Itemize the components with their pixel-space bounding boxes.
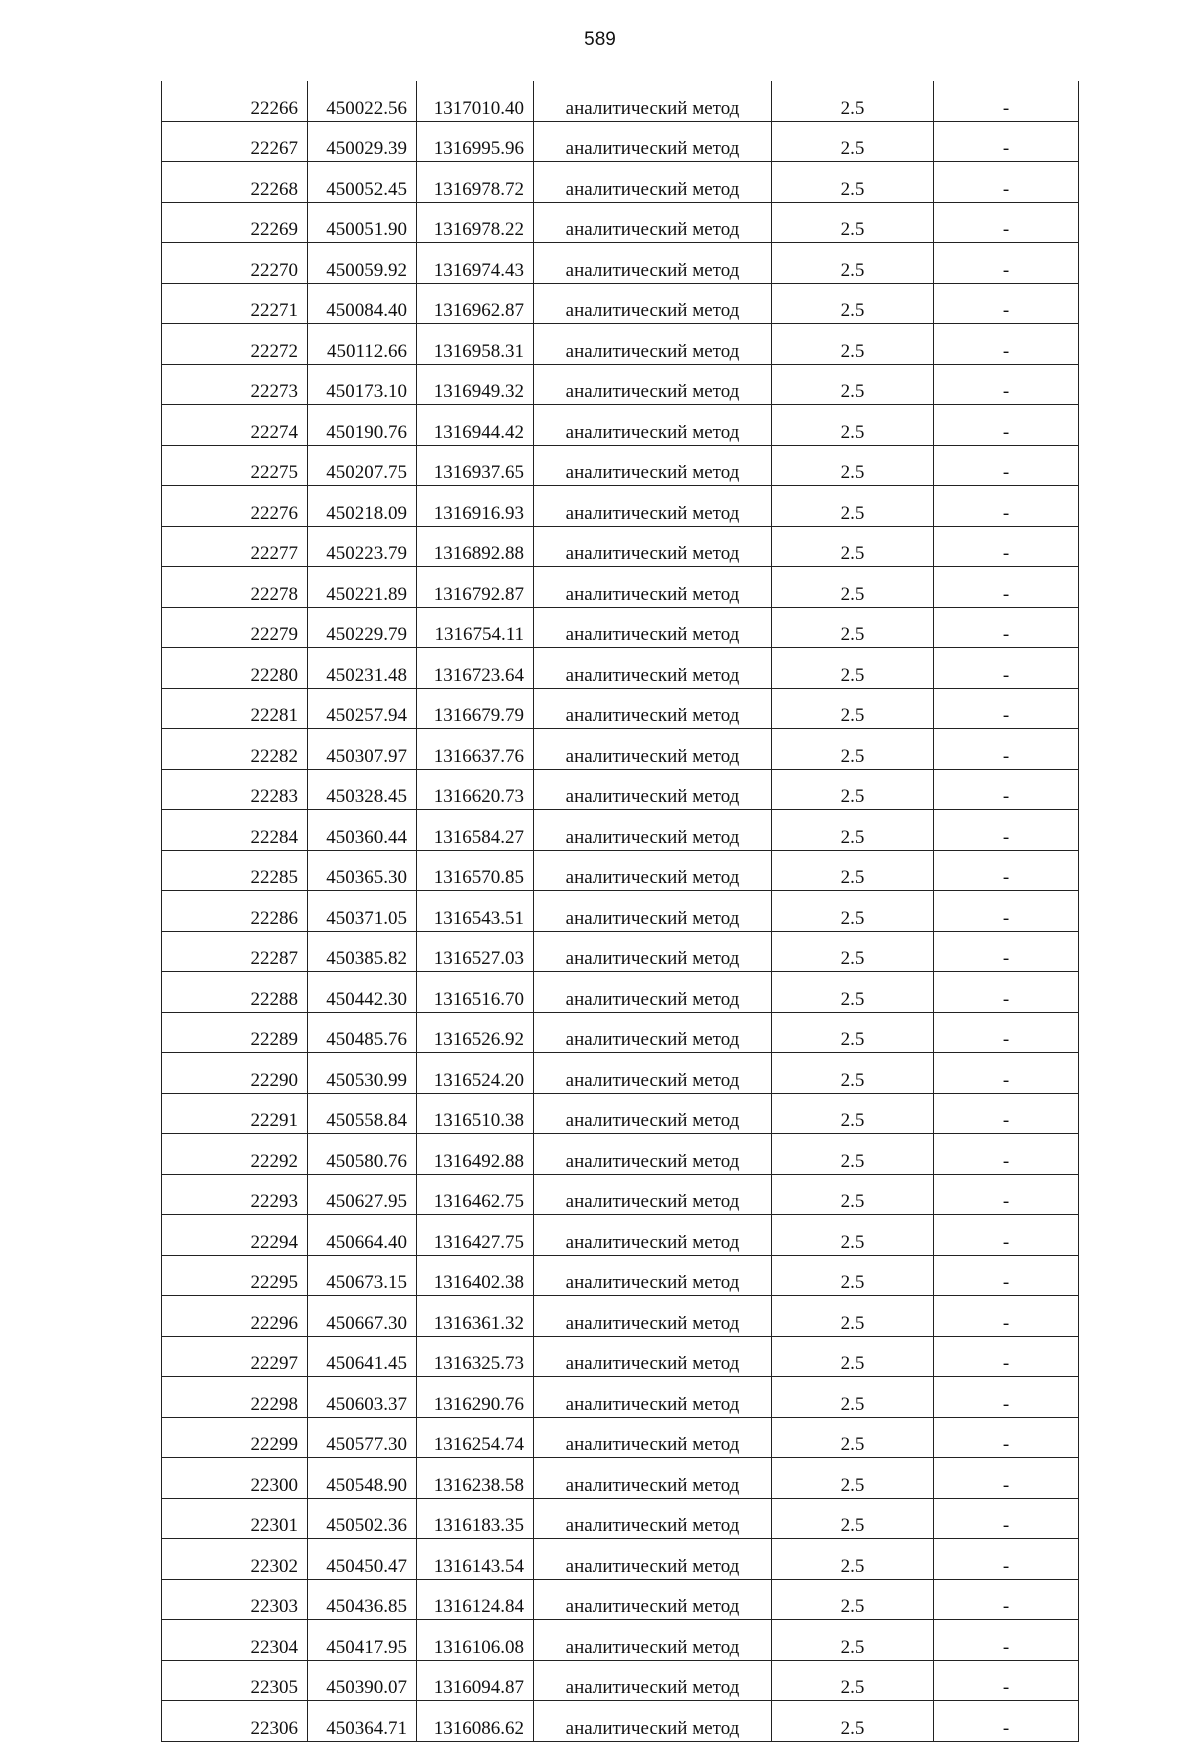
point-number-cell: 22273 [162, 364, 308, 405]
point-number-cell: 22304 [162, 1620, 308, 1661]
x-coordinate-cell: 450558.84 [308, 1093, 417, 1134]
note-cell: - [934, 202, 1079, 243]
note-cell: - [934, 850, 1079, 891]
method-cell: аналитический метод [534, 121, 772, 162]
note-cell: - [934, 1377, 1079, 1418]
x-coordinate-cell: 450173.10 [308, 364, 417, 405]
note-cell: - [934, 1053, 1079, 1094]
y-coordinate-cell: 1317010.40 [417, 81, 534, 121]
x-coordinate-cell: 450417.95 [308, 1620, 417, 1661]
point-number-cell: 22305 [162, 1660, 308, 1701]
x-coordinate-cell: 450112.66 [308, 324, 417, 365]
y-coordinate-cell: 1316402.38 [417, 1255, 534, 1296]
y-coordinate-cell: 1316238.58 [417, 1458, 534, 1499]
note-cell: - [934, 1660, 1079, 1701]
note-cell: - [934, 324, 1079, 365]
table-row [162, 1012, 1079, 1053]
note-cell: - [934, 931, 1079, 972]
table-row [162, 1053, 1079, 1094]
point-number-cell: 22298 [162, 1377, 308, 1418]
method-cell: аналитический метод [534, 810, 772, 851]
point-number-cell: 22275 [162, 445, 308, 486]
point-number-cell: 22284 [162, 810, 308, 851]
accuracy-cell: 2.5 [772, 810, 934, 851]
method-cell: аналитический метод [534, 1620, 772, 1661]
point-number-cell: 22268 [162, 162, 308, 203]
method-cell: аналитический метод [534, 1255, 772, 1296]
point-number-cell: 22283 [162, 769, 308, 810]
method-cell: аналитический метод [534, 972, 772, 1013]
note-cell: - [934, 1174, 1079, 1215]
table-row [162, 850, 1079, 891]
x-coordinate-cell: 450029.39 [308, 121, 417, 162]
note-cell: - [934, 1620, 1079, 1661]
table-row [162, 1174, 1079, 1215]
table-row [162, 648, 1079, 689]
method-cell: аналитический метод [534, 729, 772, 770]
accuracy-cell: 2.5 [772, 364, 934, 405]
method-cell: аналитический метод [534, 486, 772, 527]
method-cell: аналитический метод [534, 1539, 772, 1580]
x-coordinate-cell: 450257.94 [308, 688, 417, 729]
note-cell: - [934, 405, 1079, 446]
table-row [162, 1620, 1079, 1661]
y-coordinate-cell: 1316958.31 [417, 324, 534, 365]
note-cell: - [934, 1579, 1079, 1620]
method-cell: аналитический метод [534, 1134, 772, 1175]
point-number-cell: 22281 [162, 688, 308, 729]
point-number-cell: 22301 [162, 1498, 308, 1539]
point-number-cell: 22297 [162, 1336, 308, 1377]
x-coordinate-cell: 450190.76 [308, 405, 417, 446]
point-number-cell: 22269 [162, 202, 308, 243]
accuracy-cell: 2.5 [772, 567, 934, 608]
table-row [162, 810, 1079, 851]
coordinate-table-body [162, 81, 1079, 1741]
x-coordinate-cell: 450221.89 [308, 567, 417, 608]
x-coordinate-cell: 450328.45 [308, 769, 417, 810]
point-number-cell: 22300 [162, 1458, 308, 1499]
table-row [162, 688, 1079, 729]
y-coordinate-cell: 1316949.32 [417, 364, 534, 405]
note-cell: - [934, 1498, 1079, 1539]
table-row [162, 283, 1079, 324]
y-coordinate-cell: 1316792.87 [417, 567, 534, 608]
point-number-cell: 22266 [162, 81, 308, 121]
x-coordinate-cell: 450530.99 [308, 1053, 417, 1094]
method-cell: аналитический метод [534, 364, 772, 405]
method-cell: аналитический метод [534, 1336, 772, 1377]
x-coordinate-cell: 450365.30 [308, 850, 417, 891]
method-cell: аналитический метод [534, 1093, 772, 1134]
accuracy-cell: 2.5 [772, 405, 934, 446]
point-number-cell: 22289 [162, 1012, 308, 1053]
note-cell: - [934, 648, 1079, 689]
y-coordinate-cell: 1316570.85 [417, 850, 534, 891]
point-number-cell: 22270 [162, 243, 308, 284]
y-coordinate-cell: 1316620.73 [417, 769, 534, 810]
note-cell: - [934, 1539, 1079, 1580]
method-cell: аналитический метод [534, 891, 772, 932]
method-cell: аналитический метод [534, 648, 772, 689]
note-cell: - [934, 1417, 1079, 1458]
point-number-cell: 22285 [162, 850, 308, 891]
note-cell: - [934, 486, 1079, 527]
y-coordinate-cell: 1316584.27 [417, 810, 534, 851]
accuracy-cell: 2.5 [772, 1579, 934, 1620]
accuracy-cell: 2.5 [772, 486, 934, 527]
note-cell: - [934, 810, 1079, 851]
x-coordinate-cell: 450364.71 [308, 1701, 417, 1742]
x-coordinate-cell: 450436.85 [308, 1579, 417, 1620]
y-coordinate-cell: 1316937.65 [417, 445, 534, 486]
accuracy-cell: 2.5 [772, 729, 934, 770]
y-coordinate-cell: 1316527.03 [417, 931, 534, 972]
point-number-cell: 22291 [162, 1093, 308, 1134]
point-number-cell: 22274 [162, 405, 308, 446]
accuracy-cell: 2.5 [772, 1417, 934, 1458]
y-coordinate-cell: 1316754.11 [417, 607, 534, 648]
point-number-cell: 22299 [162, 1417, 308, 1458]
method-cell: аналитический метод [534, 1458, 772, 1499]
method-cell: аналитический метод [534, 1012, 772, 1053]
accuracy-cell: 2.5 [772, 891, 934, 932]
page-number: 589 [584, 29, 616, 50]
note-cell: - [934, 1134, 1079, 1175]
method-cell: аналитический метод [534, 1417, 772, 1458]
y-coordinate-cell: 1316543.51 [417, 891, 534, 932]
note-cell: - [934, 1458, 1079, 1499]
point-number-cell: 22293 [162, 1174, 308, 1215]
table-row [162, 324, 1079, 365]
point-number-cell: 22278 [162, 567, 308, 608]
x-coordinate-cell: 450485.76 [308, 1012, 417, 1053]
accuracy-cell: 2.5 [772, 445, 934, 486]
table-row [162, 1296, 1079, 1337]
y-coordinate-cell: 1316978.72 [417, 162, 534, 203]
x-coordinate-cell: 450450.47 [308, 1539, 417, 1580]
note-cell: - [934, 1093, 1079, 1134]
table-row [162, 607, 1079, 648]
y-coordinate-cell: 1316254.74 [417, 1417, 534, 1458]
table-row [162, 931, 1079, 972]
point-number-cell: 22271 [162, 283, 308, 324]
y-coordinate-cell: 1316995.96 [417, 121, 534, 162]
point-number-cell: 22272 [162, 324, 308, 365]
y-coordinate-cell: 1316427.75 [417, 1215, 534, 1256]
table-row [162, 81, 1079, 121]
accuracy-cell: 2.5 [772, 1701, 934, 1742]
x-coordinate-cell: 450502.36 [308, 1498, 417, 1539]
y-coordinate-cell: 1316526.92 [417, 1012, 534, 1053]
x-coordinate-cell: 450052.45 [308, 162, 417, 203]
note-cell: - [934, 769, 1079, 810]
accuracy-cell: 2.5 [772, 648, 934, 689]
point-number-cell: 22306 [162, 1701, 308, 1742]
table-row [162, 121, 1079, 162]
table-row [162, 769, 1079, 810]
note-cell: - [934, 1296, 1079, 1337]
note-cell: - [934, 891, 1079, 932]
accuracy-cell: 2.5 [772, 1215, 934, 1256]
x-coordinate-cell: 450664.40 [308, 1215, 417, 1256]
y-coordinate-cell: 1316524.20 [417, 1053, 534, 1094]
note-cell: - [934, 121, 1079, 162]
point-number-cell: 22276 [162, 486, 308, 527]
table-row [162, 1255, 1079, 1296]
method-cell: аналитический метод [534, 1377, 772, 1418]
accuracy-cell: 2.5 [772, 1134, 934, 1175]
method-cell: аналитический метод [534, 1215, 772, 1256]
point-number-cell: 22282 [162, 729, 308, 770]
x-coordinate-cell: 450231.48 [308, 648, 417, 689]
accuracy-cell: 2.5 [772, 1498, 934, 1539]
note-cell: - [934, 1701, 1079, 1742]
point-number-cell: 22295 [162, 1255, 308, 1296]
x-coordinate-cell: 450084.40 [308, 283, 417, 324]
method-cell: аналитический метод [534, 688, 772, 729]
point-number-cell: 22294 [162, 1215, 308, 1256]
method-cell: аналитический метод [534, 607, 772, 648]
x-coordinate-cell: 450673.15 [308, 1255, 417, 1296]
accuracy-cell: 2.5 [772, 850, 934, 891]
method-cell: аналитический метод [534, 567, 772, 608]
y-coordinate-cell: 1316106.08 [417, 1620, 534, 1661]
note-cell: - [934, 688, 1079, 729]
point-number-cell: 22279 [162, 607, 308, 648]
accuracy-cell: 2.5 [772, 1093, 934, 1134]
method-cell: аналитический метод [534, 850, 772, 891]
x-coordinate-cell: 450603.37 [308, 1377, 417, 1418]
accuracy-cell: 2.5 [772, 1660, 934, 1701]
accuracy-cell: 2.5 [772, 1458, 934, 1499]
table-row [162, 1417, 1079, 1458]
x-coordinate-cell: 450577.30 [308, 1417, 417, 1458]
x-coordinate-cell: 450548.90 [308, 1458, 417, 1499]
y-coordinate-cell: 1316962.87 [417, 283, 534, 324]
table-row [162, 972, 1079, 1013]
method-cell: аналитический метод [534, 283, 772, 324]
method-cell: аналитический метод [534, 1498, 772, 1539]
table-row [162, 1660, 1079, 1701]
note-cell: - [934, 243, 1079, 284]
y-coordinate-cell: 1316124.84 [417, 1579, 534, 1620]
method-cell: аналитический метод [534, 202, 772, 243]
y-coordinate-cell: 1316637.76 [417, 729, 534, 770]
note-cell: - [934, 445, 1079, 486]
y-coordinate-cell: 1316143.54 [417, 1539, 534, 1580]
point-number-cell: 22287 [162, 931, 308, 972]
point-number-cell: 22302 [162, 1539, 308, 1580]
x-coordinate-cell: 450223.79 [308, 526, 417, 567]
accuracy-cell: 2.5 [772, 1620, 934, 1661]
accuracy-cell: 2.5 [772, 81, 934, 121]
table-row [162, 526, 1079, 567]
x-coordinate-cell: 450641.45 [308, 1336, 417, 1377]
y-coordinate-cell: 1316361.32 [417, 1296, 534, 1337]
y-coordinate-cell: 1316094.87 [417, 1660, 534, 1701]
note-cell: - [934, 283, 1079, 324]
y-coordinate-cell: 1316978.22 [417, 202, 534, 243]
y-coordinate-cell: 1316183.35 [417, 1498, 534, 1539]
table-row [162, 1579, 1079, 1620]
note-cell: - [934, 1336, 1079, 1377]
table-row [162, 567, 1079, 608]
method-cell: аналитический метод [534, 324, 772, 365]
y-coordinate-cell: 1316944.42 [417, 405, 534, 446]
accuracy-cell: 2.5 [772, 283, 934, 324]
x-coordinate-cell: 450371.05 [308, 891, 417, 932]
method-cell: аналитический метод [534, 1579, 772, 1620]
x-coordinate-cell: 450207.75 [308, 445, 417, 486]
point-number-cell: 22280 [162, 648, 308, 689]
table-row [162, 364, 1079, 405]
accuracy-cell: 2.5 [772, 162, 934, 203]
method-cell: аналитический метод [534, 405, 772, 446]
method-cell: аналитический метод [534, 1660, 772, 1701]
x-coordinate-cell: 450627.95 [308, 1174, 417, 1215]
x-coordinate-cell: 450218.09 [308, 486, 417, 527]
accuracy-cell: 2.5 [772, 121, 934, 162]
point-number-cell: 22292 [162, 1134, 308, 1175]
method-cell: аналитический метод [534, 1174, 772, 1215]
point-number-cell: 22267 [162, 121, 308, 162]
table-row [162, 729, 1079, 770]
y-coordinate-cell: 1316086.62 [417, 1701, 534, 1742]
coordinate-table [161, 81, 1079, 1742]
accuracy-cell: 2.5 [772, 1296, 934, 1337]
x-coordinate-cell: 450059.92 [308, 243, 417, 284]
method-cell: аналитический метод [534, 769, 772, 810]
method-cell: аналитический метод [534, 81, 772, 121]
y-coordinate-cell: 1316679.79 [417, 688, 534, 729]
y-coordinate-cell: 1316325.73 [417, 1336, 534, 1377]
table-row [162, 1377, 1079, 1418]
note-cell: - [934, 1255, 1079, 1296]
accuracy-cell: 2.5 [772, 1012, 934, 1053]
accuracy-cell: 2.5 [772, 972, 934, 1013]
method-cell: аналитический метод [534, 445, 772, 486]
note-cell: - [934, 567, 1079, 608]
y-coordinate-cell: 1316492.88 [417, 1134, 534, 1175]
table-row [162, 891, 1079, 932]
method-cell: аналитический метод [534, 1296, 772, 1337]
table-row [162, 162, 1079, 203]
note-cell: - [934, 729, 1079, 770]
x-coordinate-cell: 450360.44 [308, 810, 417, 851]
table-row [162, 1215, 1079, 1256]
note-cell: - [934, 526, 1079, 567]
table-row [162, 445, 1079, 486]
table-row [162, 243, 1079, 284]
y-coordinate-cell: 1316516.70 [417, 972, 534, 1013]
x-coordinate-cell: 450385.82 [308, 931, 417, 972]
method-cell: аналитический метод [534, 243, 772, 284]
point-number-cell: 22286 [162, 891, 308, 932]
method-cell: аналитический метод [534, 526, 772, 567]
y-coordinate-cell: 1316723.64 [417, 648, 534, 689]
x-coordinate-cell: 450022.56 [308, 81, 417, 121]
accuracy-cell: 2.5 [772, 526, 934, 567]
x-coordinate-cell: 450390.07 [308, 1660, 417, 1701]
table-row [162, 1458, 1079, 1499]
table-row [162, 1539, 1079, 1580]
table-row [162, 1336, 1079, 1377]
note-cell: - [934, 81, 1079, 121]
accuracy-cell: 2.5 [772, 931, 934, 972]
method-cell: аналитический метод [534, 1053, 772, 1094]
method-cell: аналитический метод [534, 1701, 772, 1742]
accuracy-cell: 2.5 [772, 243, 934, 284]
y-coordinate-cell: 1316916.93 [417, 486, 534, 527]
x-coordinate-cell: 450229.79 [308, 607, 417, 648]
note-cell: - [934, 162, 1079, 203]
table-row [162, 405, 1079, 446]
accuracy-cell: 2.5 [772, 1053, 934, 1094]
y-coordinate-cell: 1316462.75 [417, 1174, 534, 1215]
accuracy-cell: 2.5 [772, 688, 934, 729]
note-cell: - [934, 1215, 1079, 1256]
accuracy-cell: 2.5 [772, 769, 934, 810]
note-cell: - [934, 972, 1079, 1013]
note-cell: - [934, 364, 1079, 405]
table-row [162, 486, 1079, 527]
x-coordinate-cell: 450667.30 [308, 1296, 417, 1337]
point-number-cell: 22288 [162, 972, 308, 1013]
table-row [162, 1498, 1079, 1539]
table-row [162, 1134, 1079, 1175]
point-number-cell: 22296 [162, 1296, 308, 1337]
x-coordinate-cell: 450307.97 [308, 729, 417, 770]
note-cell: - [934, 607, 1079, 648]
method-cell: аналитический метод [534, 162, 772, 203]
accuracy-cell: 2.5 [772, 324, 934, 365]
accuracy-cell: 2.5 [772, 1377, 934, 1418]
table-row [162, 1093, 1079, 1134]
table-row [162, 1701, 1079, 1742]
y-coordinate-cell: 1316974.43 [417, 243, 534, 284]
x-coordinate-cell: 450580.76 [308, 1134, 417, 1175]
method-cell: аналитический метод [534, 931, 772, 972]
accuracy-cell: 2.5 [772, 202, 934, 243]
y-coordinate-cell: 1316510.38 [417, 1093, 534, 1134]
x-coordinate-cell: 450442.30 [308, 972, 417, 1013]
table-row [162, 202, 1079, 243]
accuracy-cell: 2.5 [772, 607, 934, 648]
accuracy-cell: 2.5 [772, 1336, 934, 1377]
point-number-cell: 22277 [162, 526, 308, 567]
accuracy-cell: 2.5 [772, 1539, 934, 1580]
point-number-cell: 22290 [162, 1053, 308, 1094]
x-coordinate-cell: 450051.90 [308, 202, 417, 243]
y-coordinate-cell: 1316290.76 [417, 1377, 534, 1418]
note-cell: - [934, 1012, 1079, 1053]
accuracy-cell: 2.5 [772, 1255, 934, 1296]
y-coordinate-cell: 1316892.88 [417, 526, 534, 567]
point-number-cell: 22303 [162, 1579, 308, 1620]
accuracy-cell: 2.5 [772, 1174, 934, 1215]
